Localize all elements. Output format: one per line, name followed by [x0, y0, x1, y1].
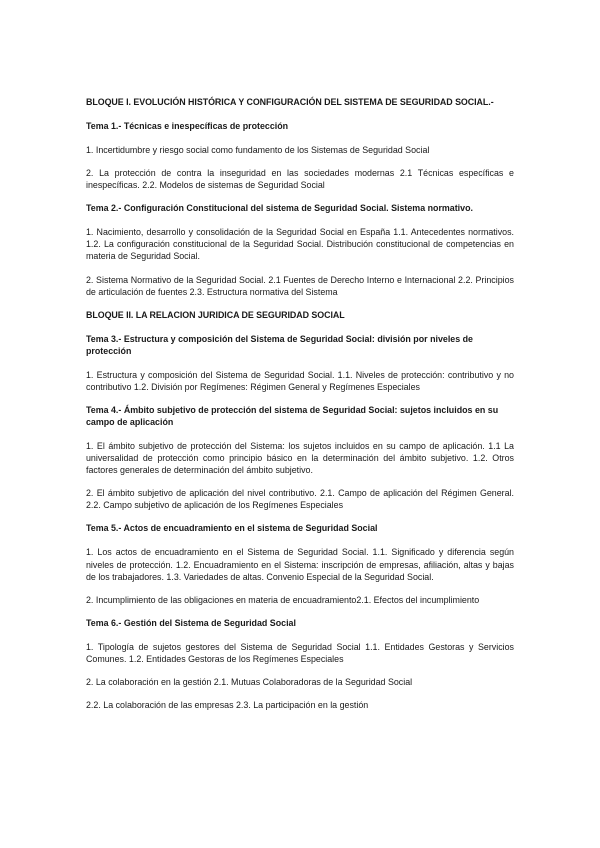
topic-heading: Tema 1.- Técnicas e inespecíficas de protección: [86, 121, 289, 131]
topic-paragraph: 1. El ámbito subjetivo de protección del Sistema: los sujetos incluidos en su campo de aplicación. 1.1 La universalidad de protección como principio básico en la determinación del ámbito subjetivo. 1.2. Otros factores generales de determinación del ámbito subjetivo.: [86, 440, 514, 476]
topic-paragraph: 1. Tipología de sujetos gestores del Sistema de Seguridad Social 1.1. Entidades Gestoras y Servicios Comunes. 1.2. Entidades Gestoras de los Regímenes Especiales: [86, 641, 514, 664]
topic-paragraph: 1. Nacimiento, desarrollo y consolidación de la Seguridad Social en España 1.1. Antecedentes normativos. 1.2. La configuración constitucional de la Seguridad Social. Distribución constitucional de competencias en materia de Seguridad Social.: [86, 227, 514, 262]
block-heading: BLOQUE I. EVOLUCIÓN HISTÓRICA Y CONFIGURACIÓN DEL SISTEMA DE SEGURIDAD SOCIAL.-: [86, 97, 494, 107]
topic-paragraph: 2. La colaboración en la gestión 2.1. Mutuas Colaboradoras de la Seguridad Social: [86, 676, 413, 687]
topic-paragraph: 1. Los actos de encuadramiento en el Sistema de Seguridad Social. 1.1. Significado y diferencia según niveles de protección. 1.2. Encuadramiento en el Sistema: inscripción de empresas, afiliación, altas y bajas de los trabajadores. 1.3. Variedades de altas. Convenio Especial de la Seguridad Social.: [86, 547, 514, 582]
topic-heading: Tema 3.- Estructura y composición del Sistema de Seguridad Social: división por niveles de protección: [86, 333, 473, 356]
topic-heading: Tema 4.- Ámbito subjetivo de protección del sistema de Seguridad Social: sujetos incluidos en su campo de aplicación: [86, 404, 499, 427]
topic-paragraph: 2. Incumplimiento de las obligaciones en materia de encuadramiento2.1. Efectos del incumplimiento: [86, 594, 480, 605]
topic-paragraph: 1. Incertidumbre y riesgo social como fundamento de los Sistemas de Seguridad Social: [86, 145, 430, 155]
document-page: [86, 96, 514, 722]
topic-paragraph: 2. El ámbito subjetivo de aplicación del nivel contributivo. 2.1. Campo de aplicación del Régimen General. 2.2. Campo subjetivo de aplicación de los Regímenes Especiales: [86, 488, 514, 511]
topic-paragraph: 2. La protección de contra la inseguridad en las sociedades modernas 2.1 Técnicas específicas e inespecíficas. 2.2. Modelos de sistemas de Seguridad Social: [86, 168, 514, 191]
block-heading: BLOQUE II. LA RELACION JURIDICA DE SEGURIDAD SOCIAL: [86, 309, 345, 320]
topic-heading: Tema 6.- Gestión del Sistema de Seguridad Social: [86, 617, 296, 628]
topic-paragraph: 1. Estructura y composición del Sistema de Seguridad Social. 1.1. Niveles de protección: contributivo y no contributivo 1.2. División por Regímenes: Régimen General y Regímenes Especiales: [86, 369, 514, 392]
topic-heading: Tema 5.- Actos de encuadramiento en el sistema de Seguridad Social: [86, 523, 378, 534]
topic-paragraph: 2.2. La colaboración de las empresas 2.3. La participación en la gestión: [86, 700, 369, 711]
topic-heading: Tema 2.- Configuración Constitucional del sistema de Seguridad Social. Sistema normativo.: [86, 203, 473, 214]
topic-paragraph: 2. Sistema Normativo de la Seguridad Social. 2.1 Fuentes de Derecho Interno e Internacional 2.2. Principios de articulación de fuentes 2.3. Estructura normativa del Sistema: [86, 274, 514, 297]
